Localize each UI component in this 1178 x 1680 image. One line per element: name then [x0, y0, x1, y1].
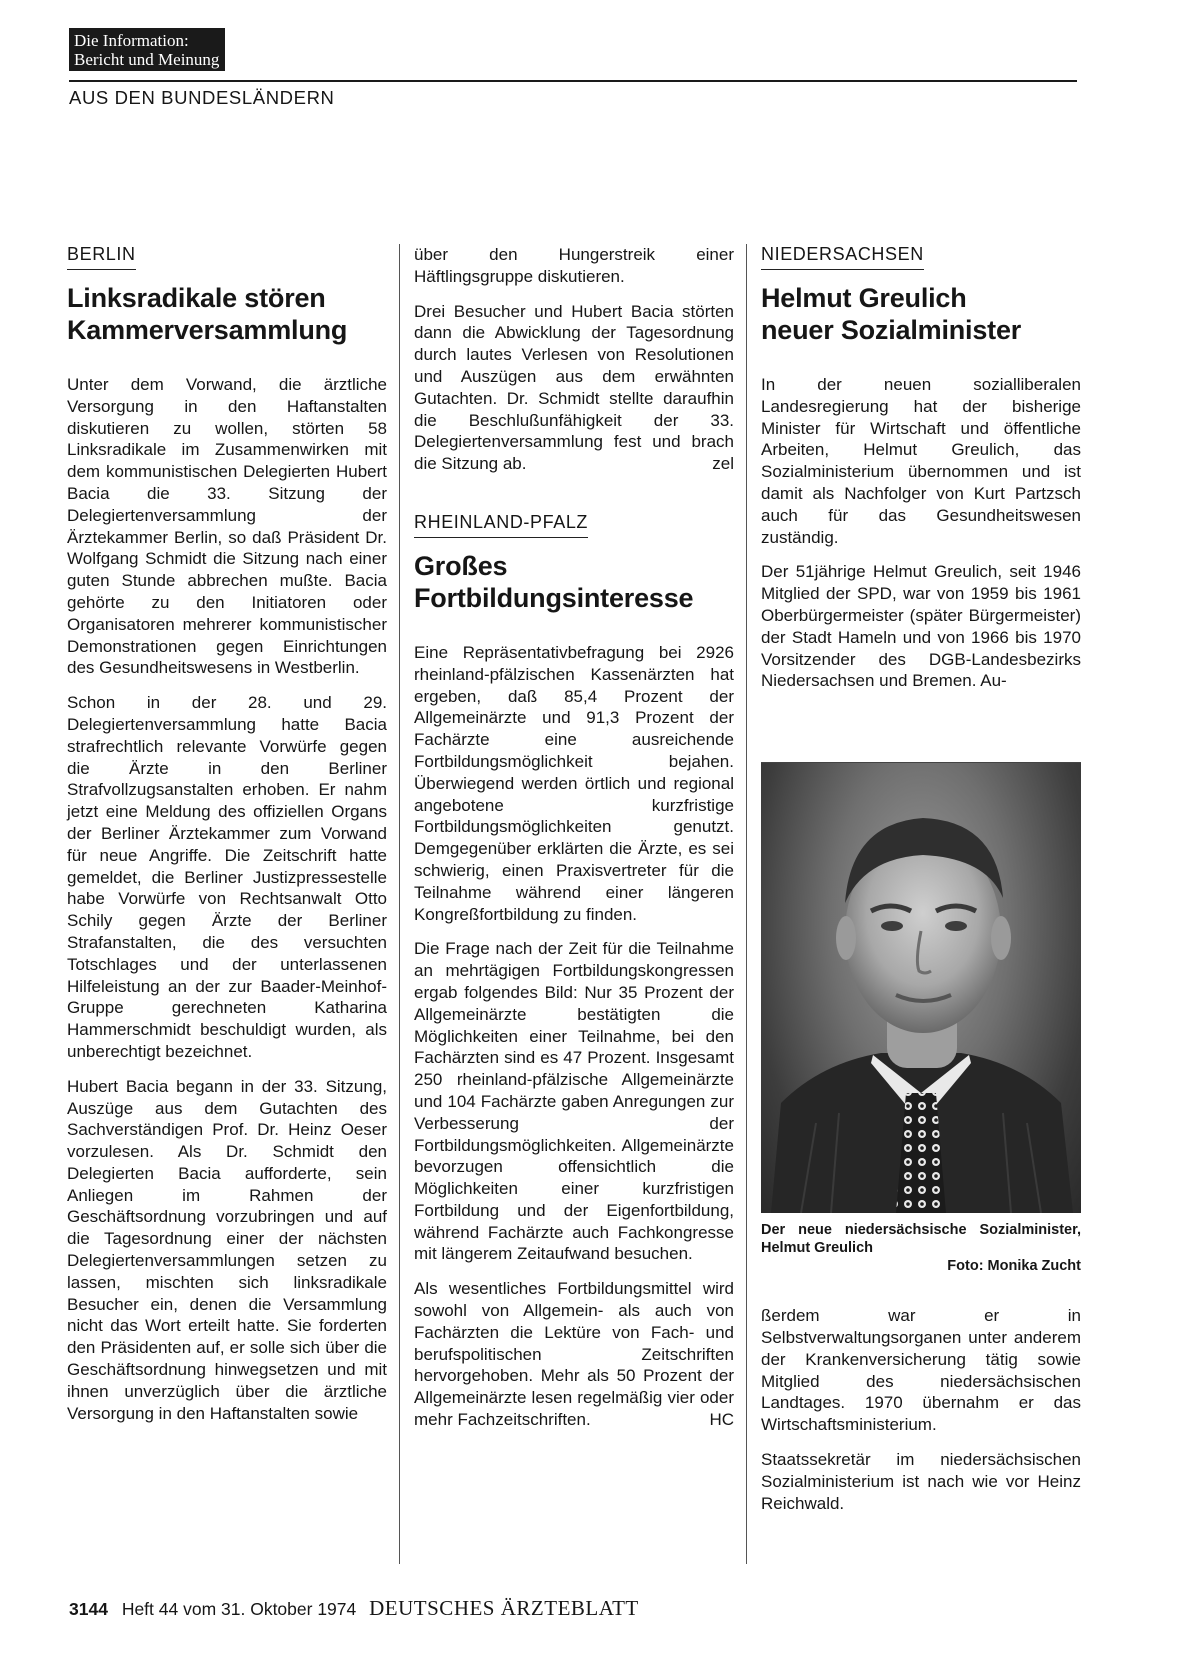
headline-niedersachsen: [761, 282, 1081, 346]
paragraph: ßerdem war er in Selbstverwaltungsorganen unter anderem der Krankenversicherung tätig sowie Mitglied des niedersächsischen Landtages. 1970 übernahm er das Wirtschaftsministerium.: [761, 1306, 1081, 1435]
photo-credit: Foto: Monika Zucht: [947, 1258, 1081, 1275]
column-1: [67, 244, 387, 1437]
column-3: [761, 244, 1081, 1527]
masthead: DEUTSCHES ÄRZTEBLATT: [369, 1596, 639, 1620]
headline-line: neuer Sozialminister: [761, 315, 1022, 345]
photo-caption: Der neue niedersächsische Sozialminister, Helmut Greulich: [761, 1222, 1081, 1257]
paragraph: Die Frage nach der Zeit für die Teilnahme an mehrtägigen Fortbildungskongressen ergab folgendes Bild: Nur 35 Prozent der Allgemeinärzte bestätigten die Möglichkeiten einer Teilnahme, bei den Fachärzten sind es 47 Prozent. Insgesamt 250 rheinland-pfälzische Allgemeinärzte und 104 Fachärzte gaben Anregungen zur Verbesserung der Fortbildungsmöglichkeiten. Allgemeinärzte bevorzugen offensichtlich die Möglichkeiten einer kurzfristigen Fortbildung und der Eigenfortbildung, während Fachärzte auch Fachkongresse mit längerem Zeitaufwand besuchen.: [414, 939, 734, 1264]
paragraph-text: Drei Besucher und Hubert Bacia störten dann die Abwicklung der Tagesordnung durch lautes Verlesen von Resolutionen und Auszügen aus dem erwähnten Gutachten. Dr. Schmidt stellte daraufhin die Beschlußunfähigkeit der 33. Delegiertenversammlung fest und brach die Sitzung ab.: [414, 301, 734, 474]
issue-info: Heft 44 vom 31. Oktober 1974: [121, 1599, 357, 1619]
paragraph: Hubert Bacia begann in der 33. Sitzung, Auszüge aus dem Gutachten des Sachverständigen Prof. Dr. Heinz Oeser vorzulesen. Als Dr. Schmidt den Delegierten Bacia aufforderte, sein Anliegen im Rahmen der Geschäftsordnung vorzubringen und auf die Tagesordnung einer der nächsten Delegiertenversammlungen setzen zu lassen, mischten sich linksradikale Besucher ein, denen die Versammlung nicht das Wort erteilt hatte. Sie forderten den Präsidenten auf, er solle sich über die Geschäftsordnung hinwegsetzen und mit ihnen unverzüglich über die ärztliche Versorgung in den Haftanstalten sowie: [67, 1076, 387, 1423]
column-2: [414, 244, 734, 1444]
paragraph-with-signature: [414, 1278, 734, 1431]
paragraph: Schon in der 28. und 29. Delegiertenversammlung hatte Bacia strafrechtlich relevante Vorwürfe gegen die Ärzte in den Berliner Strafvollzugsanstalten erhoben. Er nahm jetzt eine Meldung des offiziellen Organs der Berliner Ärztekammer zum Vorwand für neue Angriffe. Die Zeitschrift hatte gemeldet, die Berliner Justizpressestelle habe Vorwürfe von Rechtsanwalt Otto Schily gegen Ärzte der Berliner Strafanstalten, die des versuchten Totschlages und der unterlassenen Hilfeleistung an der zur Baader-Meinhof-Gruppe gerechneten Katharina Hammerschmidt beschuldigt wurden, als unberechtigt bezeichnet.: [67, 693, 387, 1061]
paragraph: Unter dem Vorwand, die ärztliche Versorgung in den Haftanstalten diskutieren zu wollen, störten 58 Linksradikale im Zusammenwirken mit dem kommunistischen Delegierten Hubert Bacia die 33. Sitzung der Delegiertenversammlung der Ärztekammer Berlin, so daß Präsident Dr. Wolfgang Schmidt die Sitzung nach einer guten Stunde abbrechen mußte. Bacia gehörte zu den Initiatoren oder Organisatoren mehrerer kommunistischer Demonstrationen gegen Einrichtungen des Gesundheitswesens in Westberlin.: [67, 375, 387, 678]
top-rule: [69, 80, 1077, 82]
headline-line: Fortbildungsinteresse: [414, 582, 694, 613]
kicker-line-2: Bericht und Meinung: [74, 50, 220, 69]
column-divider: [399, 244, 400, 1564]
paragraph-text: Als wesentliches Fortbildungsmittel wird sowohl von Allgemein- als auch von Fachärzten die Lektüre von Fach- und berufspolitischen Zeitschriften hervorgehoben. Mehr als 50 Prozent der Allgemeinärzte lesen regelmäßig vier oder mehr Fachzeitschriften.: [414, 1279, 734, 1430]
section-label: AUS DEN BUNDESLÄNDERN: [69, 87, 335, 108]
page-footer: [69, 1596, 639, 1621]
section-kicker: [69, 28, 225, 71]
column-divider: [746, 244, 747, 1564]
region-label-berlin: BERLIN: [67, 244, 136, 270]
paragraph: Eine Repräsentativbefragung bei 2926 rheinland-pfälzischen Kassenärzten hat ergeben, daß 85,4 Prozent der Allgemeinärzte und 91,3 Prozent der Fachärzte eine ausreichende Fortbildungsmöglichkeit bejahen. Überwiegend werden örtlich und regional angebotene kurzfristige Fortbildungsmöglichkeiten genutzt. Demgegenüber erklärten die Ärzte, es sei schwierig, einen Praxisvertreter für die Teilnahme während einer längeren Kongreßfortbildung zu finden.: [414, 642, 734, 924]
region-label-niedersachsen: NIEDERSACHSEN: [761, 244, 924, 270]
headline-line: Großes: [414, 550, 508, 581]
paragraph: über den Hungerstreik einer Häftlingsgruppe diskutieren.: [414, 245, 734, 286]
paragraph: In der neuen sozialliberalen Landesregierung hat der bisherige Minister für Wirtschaft und öffentliche Arbeiten, Helmut Greulich, das Sozialministerium übernommen und ist damit als Nachfolger von Kurt Partzsch auch für das Gesundheitswesen zuständig.: [761, 375, 1081, 547]
portrait-photo: [761, 762, 1081, 1213]
author-signature: zel: [712, 454, 734, 474]
paragraph-with-signature: [414, 301, 734, 475]
headline-rheinland-pfalz: [414, 550, 734, 614]
paragraph: Der 51jährige Helmut Greulich, seit 1946 Mitglied der SPD, war von 1959 bis 1961 Oberbürgermeister (später Bürgermeister) der Stadt Hameln und von 1966 bis 1970 Vorsitzender des DGB-Landesbezirks Niedersachsen und Bremen. Au-: [761, 562, 1081, 691]
portrait-illustration: [761, 763, 1081, 1213]
region-label-rheinland-pfalz: RHEINLAND-PFALZ: [414, 512, 588, 538]
headline-line: Helmut Greulich: [761, 283, 967, 313]
paragraph: Staatssekretär im niedersächsischen Sozialministerium ist nach wie vor Heinz Reichwald.: [761, 1449, 1081, 1513]
author-signature: HC: [709, 1410, 734, 1430]
kicker-line-1: Die Information:: [74, 31, 189, 50]
page-number: 3144: [69, 1599, 108, 1619]
headline-berlin: Linksradikale stören Kammerversammlung: [67, 283, 348, 345]
